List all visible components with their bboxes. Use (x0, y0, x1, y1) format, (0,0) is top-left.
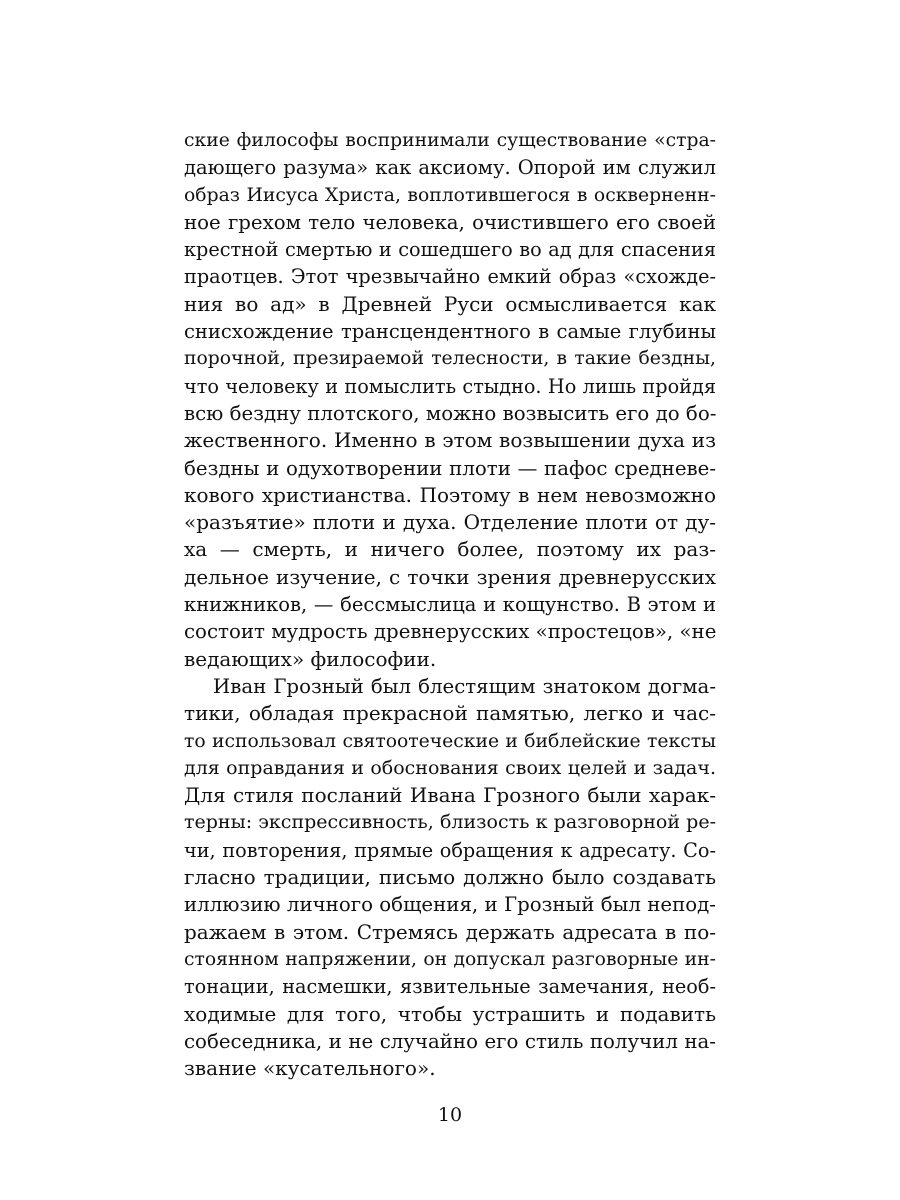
text-line: ведающих» философии. (184, 646, 437, 671)
text-line: собеседника, и не случайно его стиль получил на- (184, 1029, 716, 1053)
text-line: снисхождение трансцендентного в самые глубины (184, 320, 716, 344)
text-line: Иван Грозный был блестящим знатоком догма- (213, 674, 716, 698)
text-line: тонации, насмешки, язвительные замечания, необ- (184, 975, 716, 999)
text-line: для оправдания и обоснования своих целей и задач. (184, 756, 716, 779)
text-line: звание «кусательного». (184, 1056, 436, 1081)
text-line: что человеку и помыслить стыдно. Но лишь пройдя (184, 374, 716, 398)
page-number: 10 (437, 1104, 463, 1126)
text-line: ха — смерть, и ничего более, поэтому их раз- (184, 537, 716, 562)
text-line: жественного. Именно в этом возвышении духа из (184, 428, 716, 453)
text-line: ские философы воспринимали существование «стра- (184, 130, 716, 151)
text-line: терны: экспрессивность, близость к разговорной ре- (184, 811, 716, 834)
text-line: чи, повторения, прямые обращения к адресату. Со- (184, 838, 716, 862)
text-line: гласно традиции, письмо должно было создавать (184, 865, 716, 890)
text-line: «разъятие» плоти и духа. Отделение плоти от ду- (184, 510, 716, 535)
text-line: образ Иисуса Христа, воплотившегося в оскверненн- (184, 184, 716, 206)
text-line: порочной, презираемой телесности, в такие бездны, (184, 348, 716, 370)
text-line: бездны и одухотворении плоти — пафос средневе- (184, 456, 716, 480)
paragraph-2 (184, 673, 716, 1082)
text-line: всю бездну плотского, можно возвысить его до бо- (184, 401, 716, 425)
text-line: иллюзию личного общения, и Грозный был непод- (184, 893, 716, 917)
paragraph-1 (184, 127, 716, 673)
text-line: ния во ад» в Древней Руси осмысливается как (184, 291, 716, 316)
text-line: ное грехом тело человека, очистившего его своей (184, 210, 716, 234)
text-line: дельное изучение, с точки зрения древнерусских (184, 564, 716, 589)
text-line: праотцев. Этот чрезвычайно емкий образ «схожде- (184, 265, 716, 289)
text-line: стоянном напряжении, он допускал разговорные ин- (184, 948, 716, 970)
text-line: ходимые для того, чтобы устрашить и подавить (184, 1001, 716, 1026)
text-line: крестной смертью и сошедшего во ад для спасения (184, 238, 716, 262)
body-text (184, 127, 716, 1082)
text-line: то использовал святоотеческие и библейские тексты (184, 730, 716, 752)
text-line: дающего разума» как аксиому. Опорой им служил (184, 156, 716, 180)
text-line: тики, обладая прекрасной памятью, легко и час- (184, 701, 716, 726)
text-line: Для стиля посланий Ивана Грозного были харак- (184, 783, 716, 808)
text-line: состоит мудрость древнерусских «простецов», «не (184, 620, 716, 644)
text-line: книжников, — бессмыслица и кощунство. В этом и (184, 593, 716, 617)
text-line: ражаем в этом. Стремясь держать адресата в по- (184, 919, 716, 944)
text-line: кового христианства. Поэтому в нем невозможно (184, 482, 716, 507)
